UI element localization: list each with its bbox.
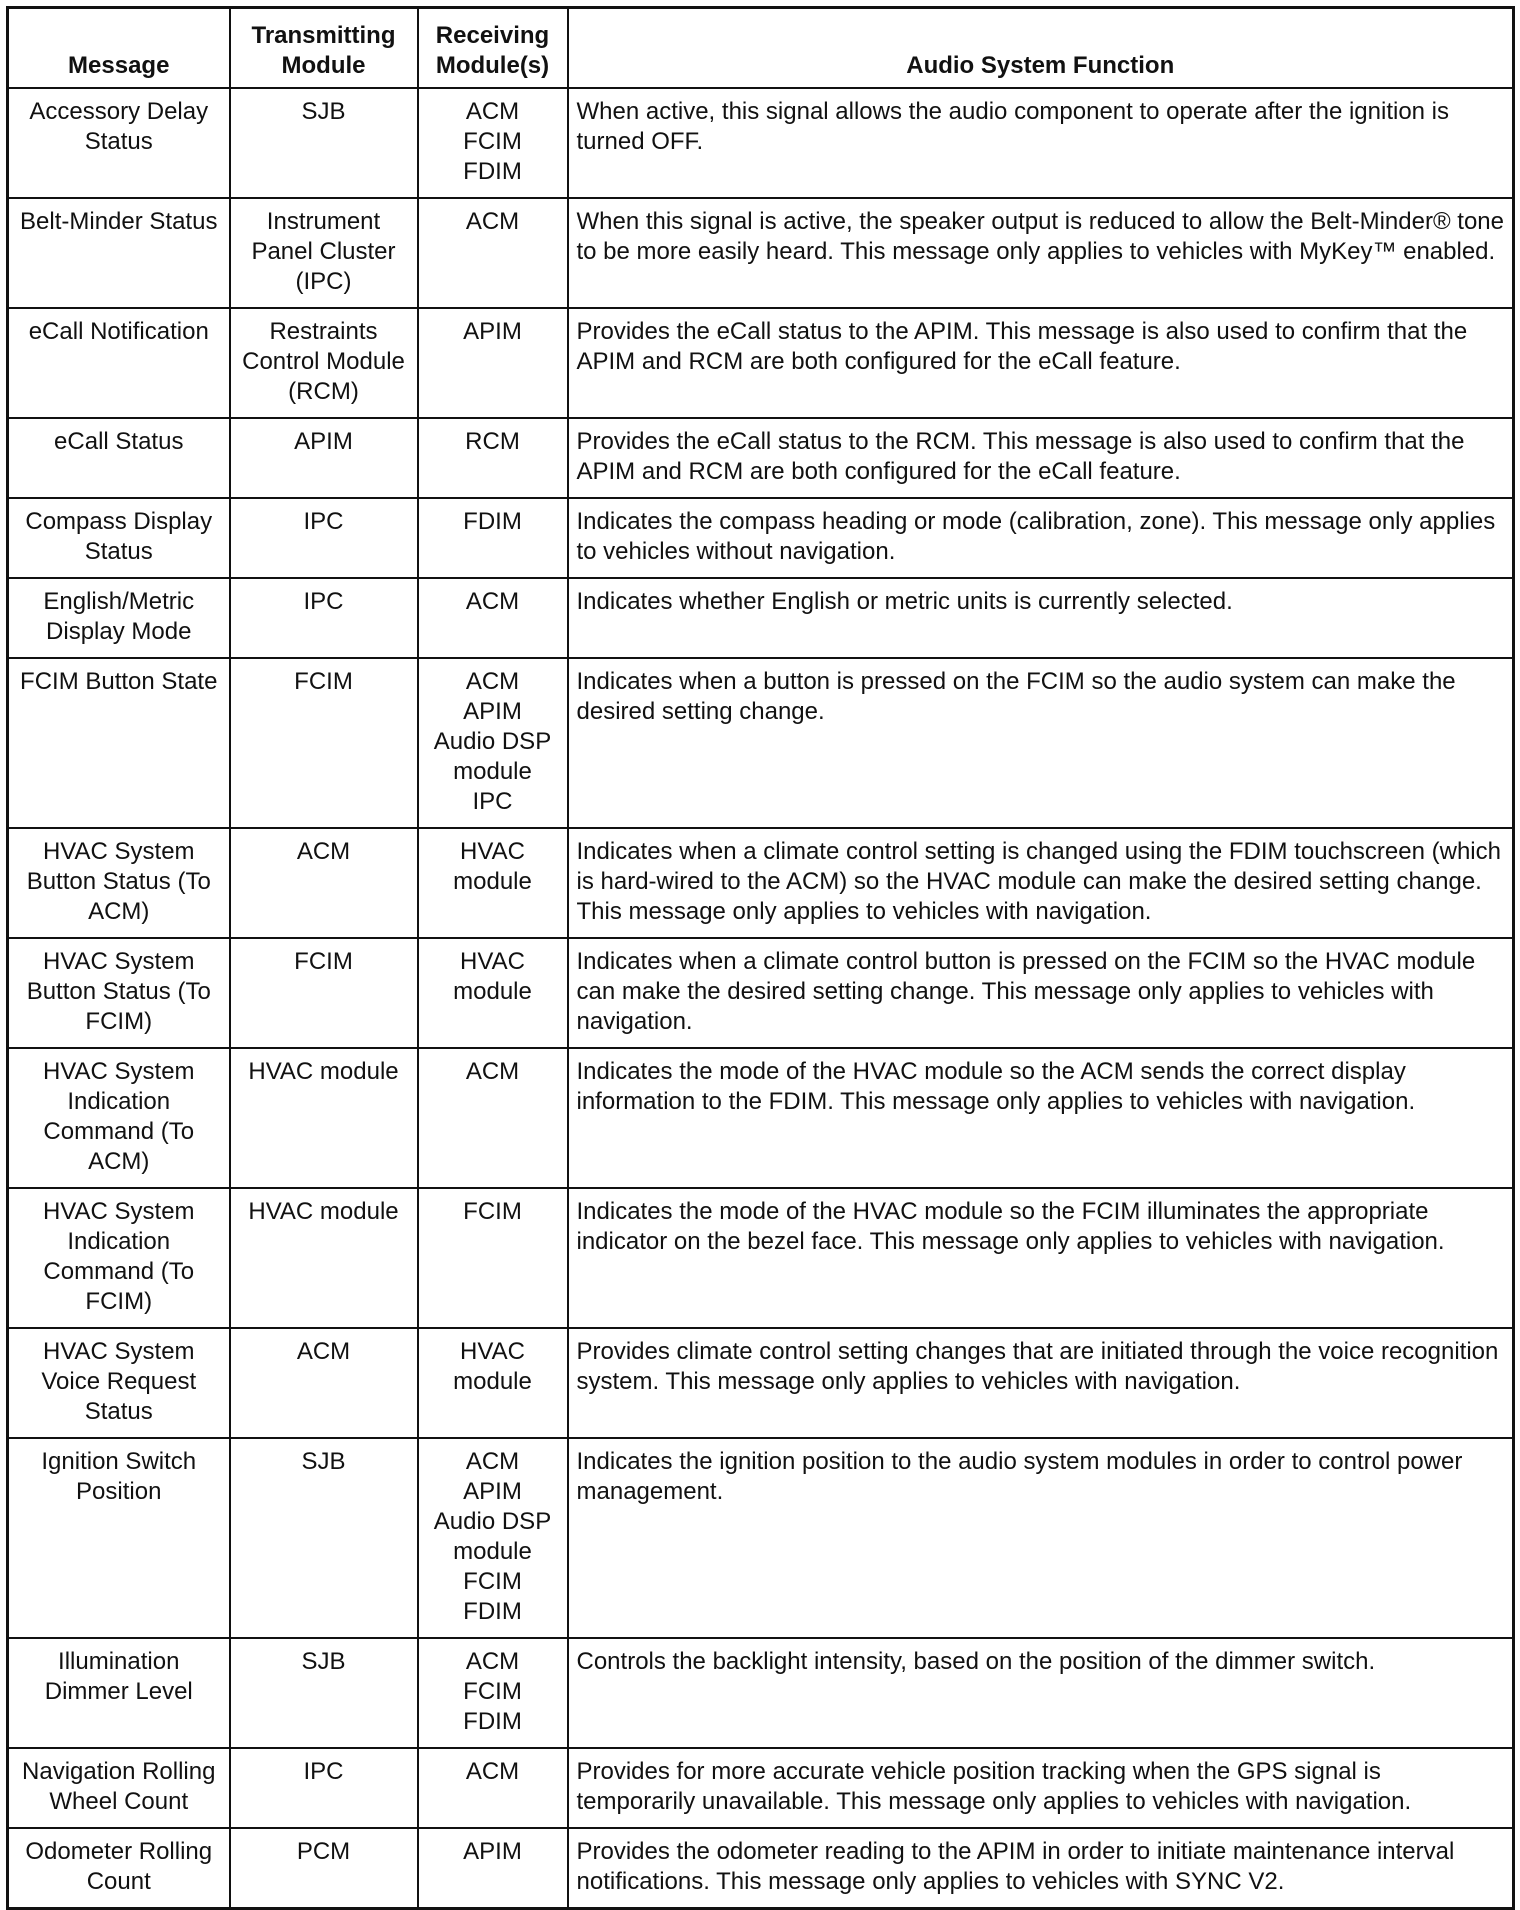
table-row [8, 198, 1514, 308]
cell-transmitting-module: IPC [230, 578, 418, 658]
cell-message: HVAC System Button Status (To ACM) [8, 828, 230, 938]
table-row [8, 1188, 1514, 1328]
table-row [8, 1638, 1514, 1748]
cell-transmitting-module: SJB [230, 1638, 418, 1748]
table-row [8, 938, 1514, 1048]
table-row [8, 498, 1514, 578]
receiving-module: Audio DSP module [433, 1507, 552, 1565]
cell-receiving-modules [418, 658, 568, 828]
cell-message: HVAC System Voice Request Status [8, 1328, 230, 1438]
cell-transmitting-module: IPC [230, 1748, 418, 1828]
table-row [8, 418, 1514, 498]
header-receiving-line: Module(s) [435, 51, 550, 79]
header-receiving-modules [418, 8, 568, 88]
header-transmitting-line: Module [281, 51, 366, 79]
receiving-module: FDIM [463, 507, 522, 535]
table-row [8, 828, 1514, 938]
cell-audio-system-function: Provides climate control setting changes that are initiated through the voice recognition system. This message only applies to vehicles with navigation. [568, 1328, 1514, 1438]
receiving-module: RCM [465, 427, 520, 455]
receiving-module: ACM [465, 207, 520, 235]
cell-receiving-modules [418, 1438, 568, 1638]
cell-message: Belt-Minder Status [8, 198, 230, 308]
receiving-module: IPC [472, 787, 513, 815]
cell-receiving-modules [418, 1638, 568, 1748]
cell-message: HVAC System Indication Command (To ACM) [8, 1048, 230, 1188]
cell-receiving-modules [418, 1748, 568, 1828]
receiving-module: ACM [465, 1757, 520, 1785]
cell-transmitting-module: ACM [230, 828, 418, 938]
cell-audio-system-function: Provides the eCall status to the APIM. This message is also used to confirm that the APIM and RCM are both configured for the eCall feature. [568, 308, 1514, 418]
cell-message: Accessory Delay Status [8, 88, 230, 198]
cell-receiving-modules [418, 498, 568, 578]
cell-message: HVAC System Indication Command (To FCIM) [8, 1188, 230, 1328]
cell-message: HVAC System Button Status (To FCIM) [8, 938, 230, 1048]
table-row [8, 1438, 1514, 1638]
receiving-module: ACM [465, 667, 520, 695]
cell-transmitting-module: Instrument Panel Cluster (IPC) [230, 198, 418, 308]
receiving-module: FCIM [463, 1567, 522, 1595]
receiving-module: FCIM [463, 127, 522, 155]
cell-transmitting-module: APIM [230, 418, 418, 498]
header-row [8, 8, 1514, 88]
cell-audio-system-function: When this signal is active, the speaker output is reduced to allow the Belt-Minder® tone to be more easily heard. This message only applies to vehicles with MyKey™ enabled. [568, 198, 1514, 308]
cell-receiving-modules [418, 198, 568, 308]
cell-transmitting-module: PCM [230, 1828, 418, 1909]
cell-transmitting-module: HVAC module [230, 1048, 418, 1188]
cell-audio-system-function: Indicates the mode of the HVAC module so the ACM sends the correct display information to the FDIM. This message only applies to vehicles with navigation. [568, 1048, 1514, 1188]
receiving-module: ACM [465, 587, 520, 615]
table-row [8, 658, 1514, 828]
cell-receiving-modules [418, 828, 568, 938]
cell-receiving-modules [418, 1828, 568, 1909]
cell-audio-system-function: Indicates the mode of the HVAC module so the FCIM illuminates the appropriate indicator on the bezel face. This message only applies to vehicles with navigation. [568, 1188, 1514, 1328]
table-row [8, 1048, 1514, 1188]
cell-message: FCIM Button State [8, 658, 230, 828]
cell-message: Navigation Rolling Wheel Count [8, 1748, 230, 1828]
table-header [8, 8, 1514, 88]
receiving-module: Audio DSP module [433, 727, 552, 785]
cell-audio-system-function: Indicates when a climate control setting is changed using the FDIM touchscreen (which is hard-wired to the ACM) so the HVAC module can make the desired setting change. This message only applies to vehicles with navigation. [568, 828, 1514, 938]
header-message: Message [8, 8, 230, 88]
cell-receiving-modules [418, 938, 568, 1048]
cell-receiving-modules [418, 1328, 568, 1438]
cell-audio-system-function: Provides the eCall status to the RCM. This message is also used to confirm that the APIM and RCM are both configured for the eCall feature. [568, 418, 1514, 498]
table-row [8, 578, 1514, 658]
receiving-module: APIM [463, 1837, 522, 1865]
cell-message: English/Metric Display Mode [8, 578, 230, 658]
receiving-module: ACM [465, 1447, 520, 1475]
cell-transmitting-module: FCIM [230, 658, 418, 828]
cell-transmitting-module: IPC [230, 498, 418, 578]
cell-audio-system-function: Provides for more accurate vehicle position tracking when the GPS signal is temporarily unavailable. This message only applies to vehicles with navigation. [568, 1748, 1514, 1828]
cell-receiving-modules [418, 1188, 568, 1328]
header-transmitting-module [230, 8, 418, 88]
cell-transmitting-module: HVAC module [230, 1188, 418, 1328]
cell-message: eCall Notification [8, 308, 230, 418]
table-row [8, 1828, 1514, 1909]
cell-receiving-modules [418, 418, 568, 498]
table-row [8, 1748, 1514, 1828]
cell-message: Illumination Dimmer Level [8, 1638, 230, 1748]
receiving-module: APIM [463, 317, 522, 345]
cell-transmitting-module: ACM [230, 1328, 418, 1438]
receiving-module: ACM [465, 97, 520, 125]
cell-receiving-modules [418, 308, 568, 418]
receiving-module: HVAC module [453, 1337, 532, 1395]
header-transmitting-line: Transmitting [251, 21, 396, 49]
cell-transmitting-module: FCIM [230, 938, 418, 1048]
receiving-module: HVAC module [453, 947, 532, 1005]
network-message-table [6, 6, 1515, 1910]
header-receiving-line: Receiving [435, 21, 550, 49]
table-row [8, 88, 1514, 198]
cell-audio-system-function: Indicates when a button is pressed on the FCIM so the audio system can make the desired setting change. [568, 658, 1514, 828]
cell-receiving-modules [418, 88, 568, 198]
receiving-module: APIM [463, 1477, 522, 1505]
cell-message: eCall Status [8, 418, 230, 498]
cell-transmitting-module: SJB [230, 1438, 418, 1638]
header-audio-system-function: Audio System Function [568, 8, 1514, 88]
receiving-module: FDIM [463, 157, 522, 185]
receiving-module: FCIM [463, 1197, 522, 1225]
receiving-module: APIM [463, 697, 522, 725]
receiving-module: HVAC module [453, 837, 532, 895]
cell-audio-system-function: When active, this signal allows the audio component to operate after the ignition is turned OFF. [568, 88, 1514, 198]
table-row [8, 308, 1514, 418]
receiving-module: FDIM [463, 1707, 522, 1735]
cell-audio-system-function: Controls the backlight intensity, based on the position of the dimmer switch. [568, 1638, 1514, 1748]
cell-transmitting-module: Restraints Control Module (RCM) [230, 308, 418, 418]
receiving-module: ACM [465, 1647, 520, 1675]
table-body [8, 88, 1514, 1909]
cell-audio-system-function: Indicates when a climate control button is pressed on the FCIM so the HVAC module can make the desired setting change. This message only applies to vehicles with navigation. [568, 938, 1514, 1048]
cell-audio-system-function: Provides the odometer reading to the APIM in order to initiate maintenance interval notifications. This message only applies to vehicles with SYNC V2. [568, 1828, 1514, 1909]
cell-receiving-modules [418, 578, 568, 658]
table-row [8, 1328, 1514, 1438]
cell-message: Compass Display Status [8, 498, 230, 578]
receiving-module: ACM [465, 1057, 520, 1085]
cell-audio-system-function: Indicates the compass heading or mode (calibration, zone). This message only applies to vehicles without navigation. [568, 498, 1514, 578]
cell-audio-system-function: Indicates the ignition position to the audio system modules in order to control power management. [568, 1438, 1514, 1638]
cell-audio-system-function: Indicates whether English or metric units is currently selected. [568, 578, 1514, 658]
receiving-module: FDIM [463, 1597, 522, 1625]
cell-receiving-modules [418, 1048, 568, 1188]
receiving-module: FCIM [463, 1677, 522, 1705]
cell-message: Ignition Switch Position [8, 1438, 230, 1638]
cell-transmitting-module: SJB [230, 88, 418, 198]
cell-message: Odometer Rolling Count [8, 1828, 230, 1909]
